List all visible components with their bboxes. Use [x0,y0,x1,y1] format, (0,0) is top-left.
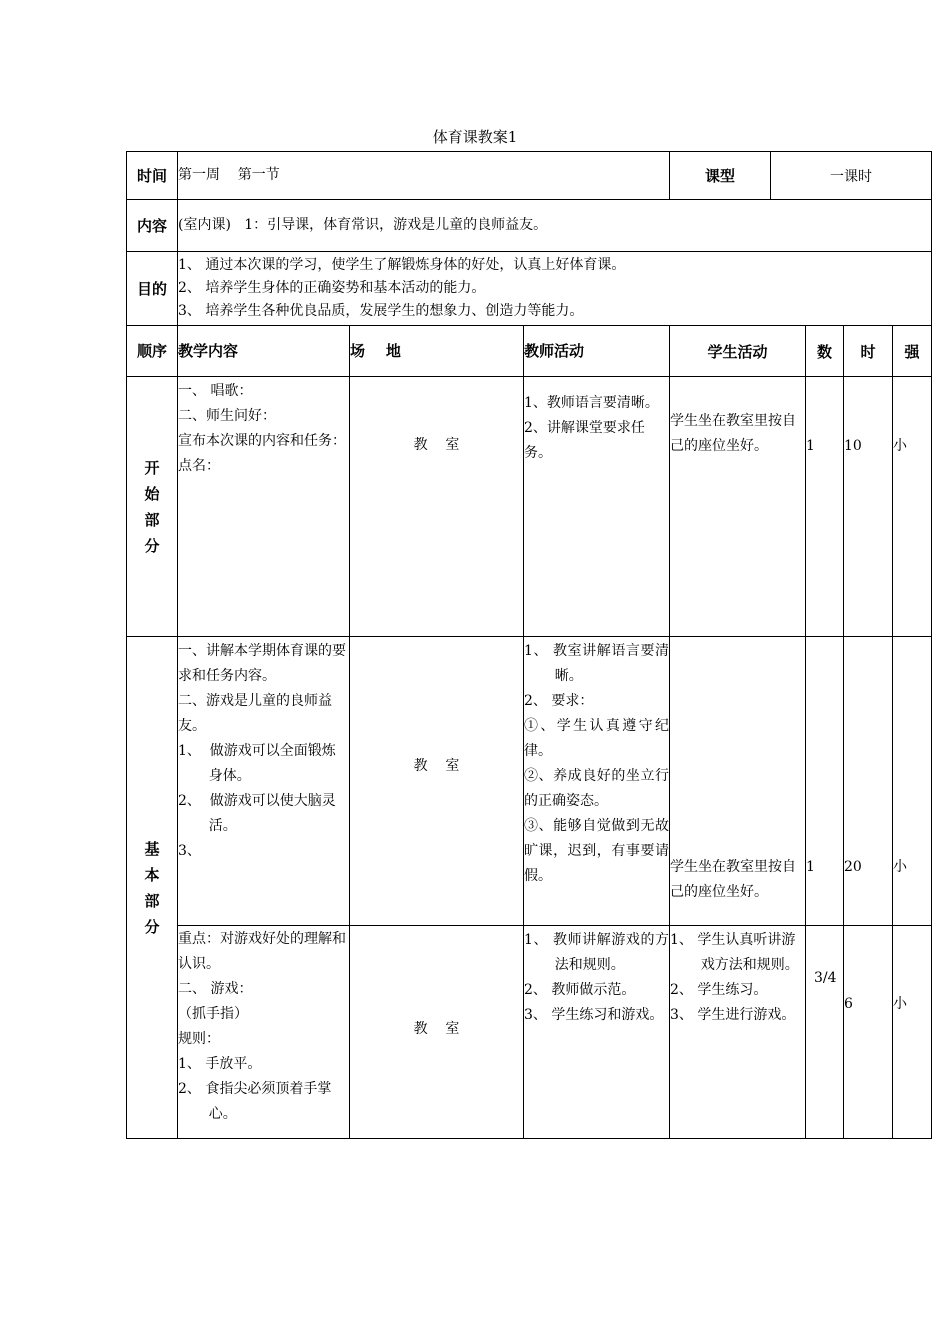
document-title: 体育课教案1 [432,128,518,146]
content-line: 二、 游戏： [178,981,253,997]
content-line: 点名： [178,458,220,474]
content-line: 重点：对游戏好处的理解和认识。 [178,931,346,972]
teacher-header: 教师活动 [524,326,670,377]
basic-student-1: 学生坐在教室里按自己的座位坐好。 [670,637,806,926]
time-header: 时 [844,326,893,377]
start-time: 10 [844,377,893,637]
content-line: （抓手指） [178,1006,248,1022]
goal-item: 1、 通过本次课的学习，使学生了解锻炼身体的好处，认真上好体育课。 [178,257,626,273]
basic-intensity-1: 小 [893,637,932,926]
content-header: 教学内容 [178,326,350,377]
student-header: 学生活动 [670,326,806,377]
teacher-line: 1、教师语言要清晰。 [524,395,659,411]
basic-section-label: 基本部分 [127,637,178,1139]
basic-intensity-2: 小 [893,926,932,1139]
basic-teacher-2 [524,926,670,1139]
content-line: 一、讲解本学期体育课的要求和任务内容。 [178,643,346,684]
basic-content-2 [178,926,350,1139]
student-line: 2、 学生练习。 [670,982,768,998]
content-line: 2、 食指尖必须顶着手掌心。 [178,1081,332,1122]
content-label: 内容 [127,200,178,252]
goal-label: 目的 [127,252,178,326]
content-line: 1、 做游戏可以全面锻炼身体。 [178,743,336,784]
content-value: (室内课) 1：引导课，体育常识，游戏是儿童的良师益友。 [178,200,932,252]
basic-count-2: 3/4 [806,926,844,1139]
teacher-line: 1、 教师讲解游戏的方法和规则。 [524,932,670,973]
basic-content-1 [178,637,350,926]
start-teacher [524,377,670,637]
content-line: 二、师生问好： [178,408,276,424]
basic-section-row-2 [127,926,932,1139]
column-header-row [127,326,932,377]
lesson-plan-table [126,151,932,1139]
content-line: 一、 唱歌： [178,383,253,399]
student-line: 1、 学生认真听讲游戏方法和规则。 [670,932,799,973]
lesson-type-label: 课型 [670,152,771,200]
time-row [127,152,932,200]
start-venue: 教 室 [350,377,524,637]
venue-header: 场 地 [350,326,524,377]
start-intensity: 小 [893,377,932,637]
start-count: 1 [806,377,844,637]
teacher-line: 2、 要求： [524,693,594,709]
start-section-label: 开始部分 [127,377,178,637]
basic-teacher-1 [524,637,670,926]
goal-list [178,252,932,326]
basic-time-1: 20 [844,637,893,926]
time-label: 时间 [127,152,178,200]
basic-time-2: 6 [844,926,893,1139]
teacher-line: 3、 学生练习和游戏。 [524,1007,664,1023]
content-line: 规则： [178,1031,220,1047]
content-line: 宣布本次课的内容和任务： [178,433,346,449]
teacher-line: 1、 教室讲解语言要清晰。 [524,643,670,684]
lesson-type-value: 一课时 [771,152,932,200]
content-row [127,200,932,252]
teacher-line: ②、养成良好的坐立行的正确姿态。 [524,768,670,809]
start-section-row [127,377,932,637]
goal-row [127,252,932,326]
teacher-line: 2、 教师做示范。 [524,982,636,998]
intensity-header: 强 [893,326,932,377]
teacher-line: ③、能够自觉做到无故旷课，迟到，有事要请假。 [524,818,670,884]
order-header: 顺序 [127,326,178,377]
basic-student-2 [670,926,806,1139]
student-line: 3、 学生进行游戏。 [670,1007,796,1023]
basic-count-1: 1 [806,637,844,926]
content-line: 1、 手放平。 [178,1056,262,1072]
content-line: 3、 [178,843,201,859]
teacher-line: 2、讲解课堂要求任务。 [524,420,645,461]
goal-item: 2、 培养学生身体的正确姿势和基本活动的能力。 [178,280,486,296]
goal-item: 3、 培养学生各种优良品质，发展学生的想象力、创造力等能力。 [178,303,584,319]
start-student: 学生坐在教室里按自己的座位坐好。 [670,377,806,637]
content-line: 2、 做游戏可以使大脑灵活。 [178,793,336,834]
start-content [178,377,350,637]
count-header: 数 [806,326,844,377]
teacher-line: ①、学生认真遵守纪律。 [524,718,670,759]
time-value: 第一周 第一节 [178,152,670,200]
basic-section-row-1 [127,637,932,926]
content-line: 二、游戏是儿童的良师益友。 [178,693,332,734]
basic-venue-2: 教 室 [350,926,524,1139]
basic-venue-1: 教 室 [350,637,524,926]
